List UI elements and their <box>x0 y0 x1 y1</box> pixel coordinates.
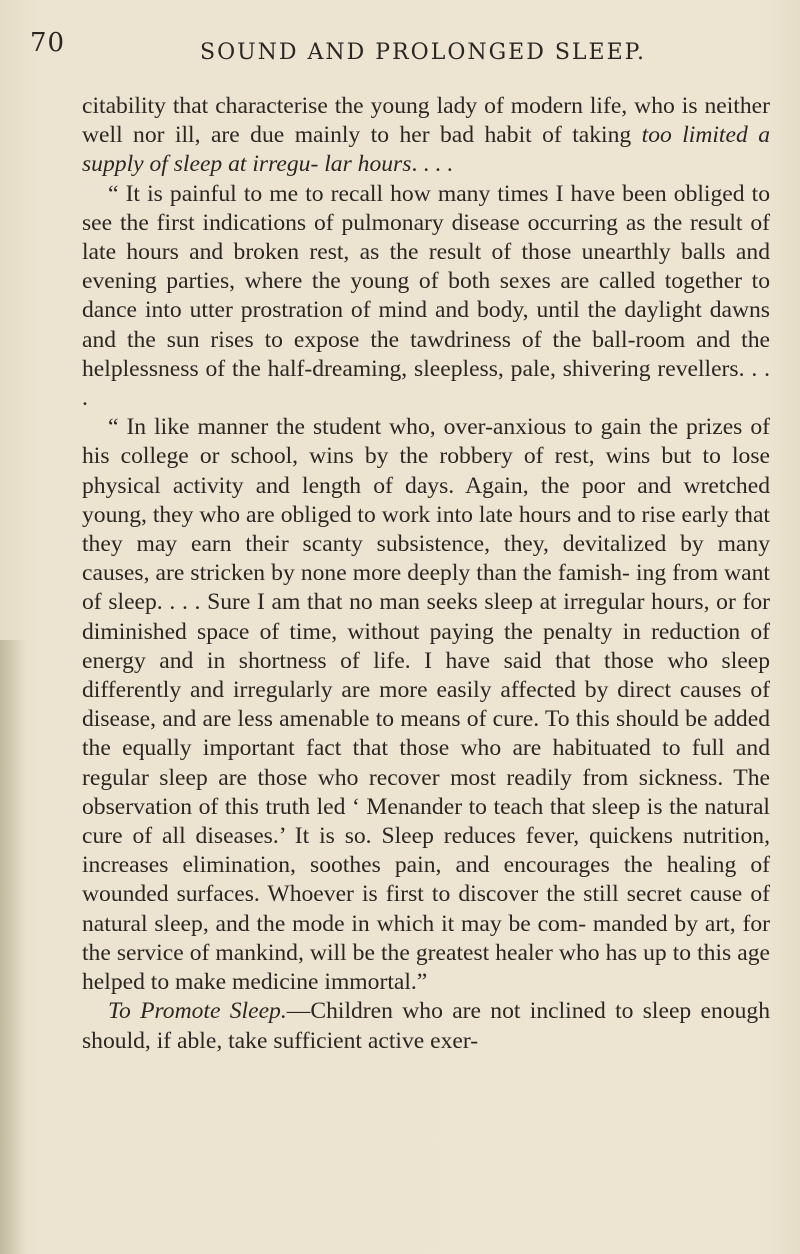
paragraph-4 <box>82 997 770 1055</box>
running-head <box>30 28 770 68</box>
paragraph-2: “ It is painful to me to recall how many times I have been obliged to see the first indications of pulmonary disease occurring as the result of late hours and broken rest, as the result of those unearthly balls and evening parties, where the young of both sexes are called together to dance into utter prostration of mind and body, until the daylight dawns and the sun rises to expose the tawdriness of the ball-room and the helplessness of the half-dreaming, sleepless, pale, shivering revellers. . . . <box>82 180 770 412</box>
paragraph-1-italic: too limited a supply of sleep at irregu- lar hours <box>82 122 770 178</box>
paragraph-3: “ In like manner the student who, over-anxious to gain the prizes of his college or school, wins by the robbery of rest, wins but to lose physical activity and length of days. Again, the poor and wretched young, they who are obliged to work into late hours and to rise early that they may earn their scanty subsistence, they, devitalized by many causes, are stricken by none more deeply than the famish- ing from want of sleep. . . . Sure I am that no man seeks sleep at irregular hours, or for diminished space of time, without paying the penalty in reduction of energy and in shortness of life. I have said that those who sleep differently and irregularly are more easily affected by direct causes of disease, and are less amenable to means of cure. To this should be added the equally important fact that those who are habituated to full and regular sleep are those who recover most readily from sickness. The observation of this truth led ‘ Menander to teach that sleep is the natural cure of all diseases.’ It is so. Sleep reduces fever, quickens nutrition, increases elimination, soothes pain, and encourages the healing of wounded surfaces. Whoever is first to discover the still secret cause of natural sleep, and the mode in which it may be com- manded by art, for the service of mankind, will be the greatest healer who has up to this age helped to make medicine immortal.” <box>82 414 770 996</box>
paragraph-1-text: citability that characterise the young lady of modern life, who is neither well nor ill, are due mainly to her bad habit of taking <box>82 93 770 149</box>
body-text <box>82 92 770 1056</box>
running-title: SOUND AND PROLONGED SLEEP. <box>200 40 647 65</box>
section-heading-to-promote-sleep: To Promote Sleep. <box>108 998 287 1025</box>
paragraph-4-text: —Children who are not inclined to sleep enough should, if able, take sufficient active exer- <box>82 998 771 1054</box>
paragraph-1-ellipsis: . . . . <box>411 151 453 178</box>
page-number: 70 <box>30 28 66 58</box>
paragraph-1 <box>82 92 770 180</box>
binding-shadow <box>0 640 26 1254</box>
